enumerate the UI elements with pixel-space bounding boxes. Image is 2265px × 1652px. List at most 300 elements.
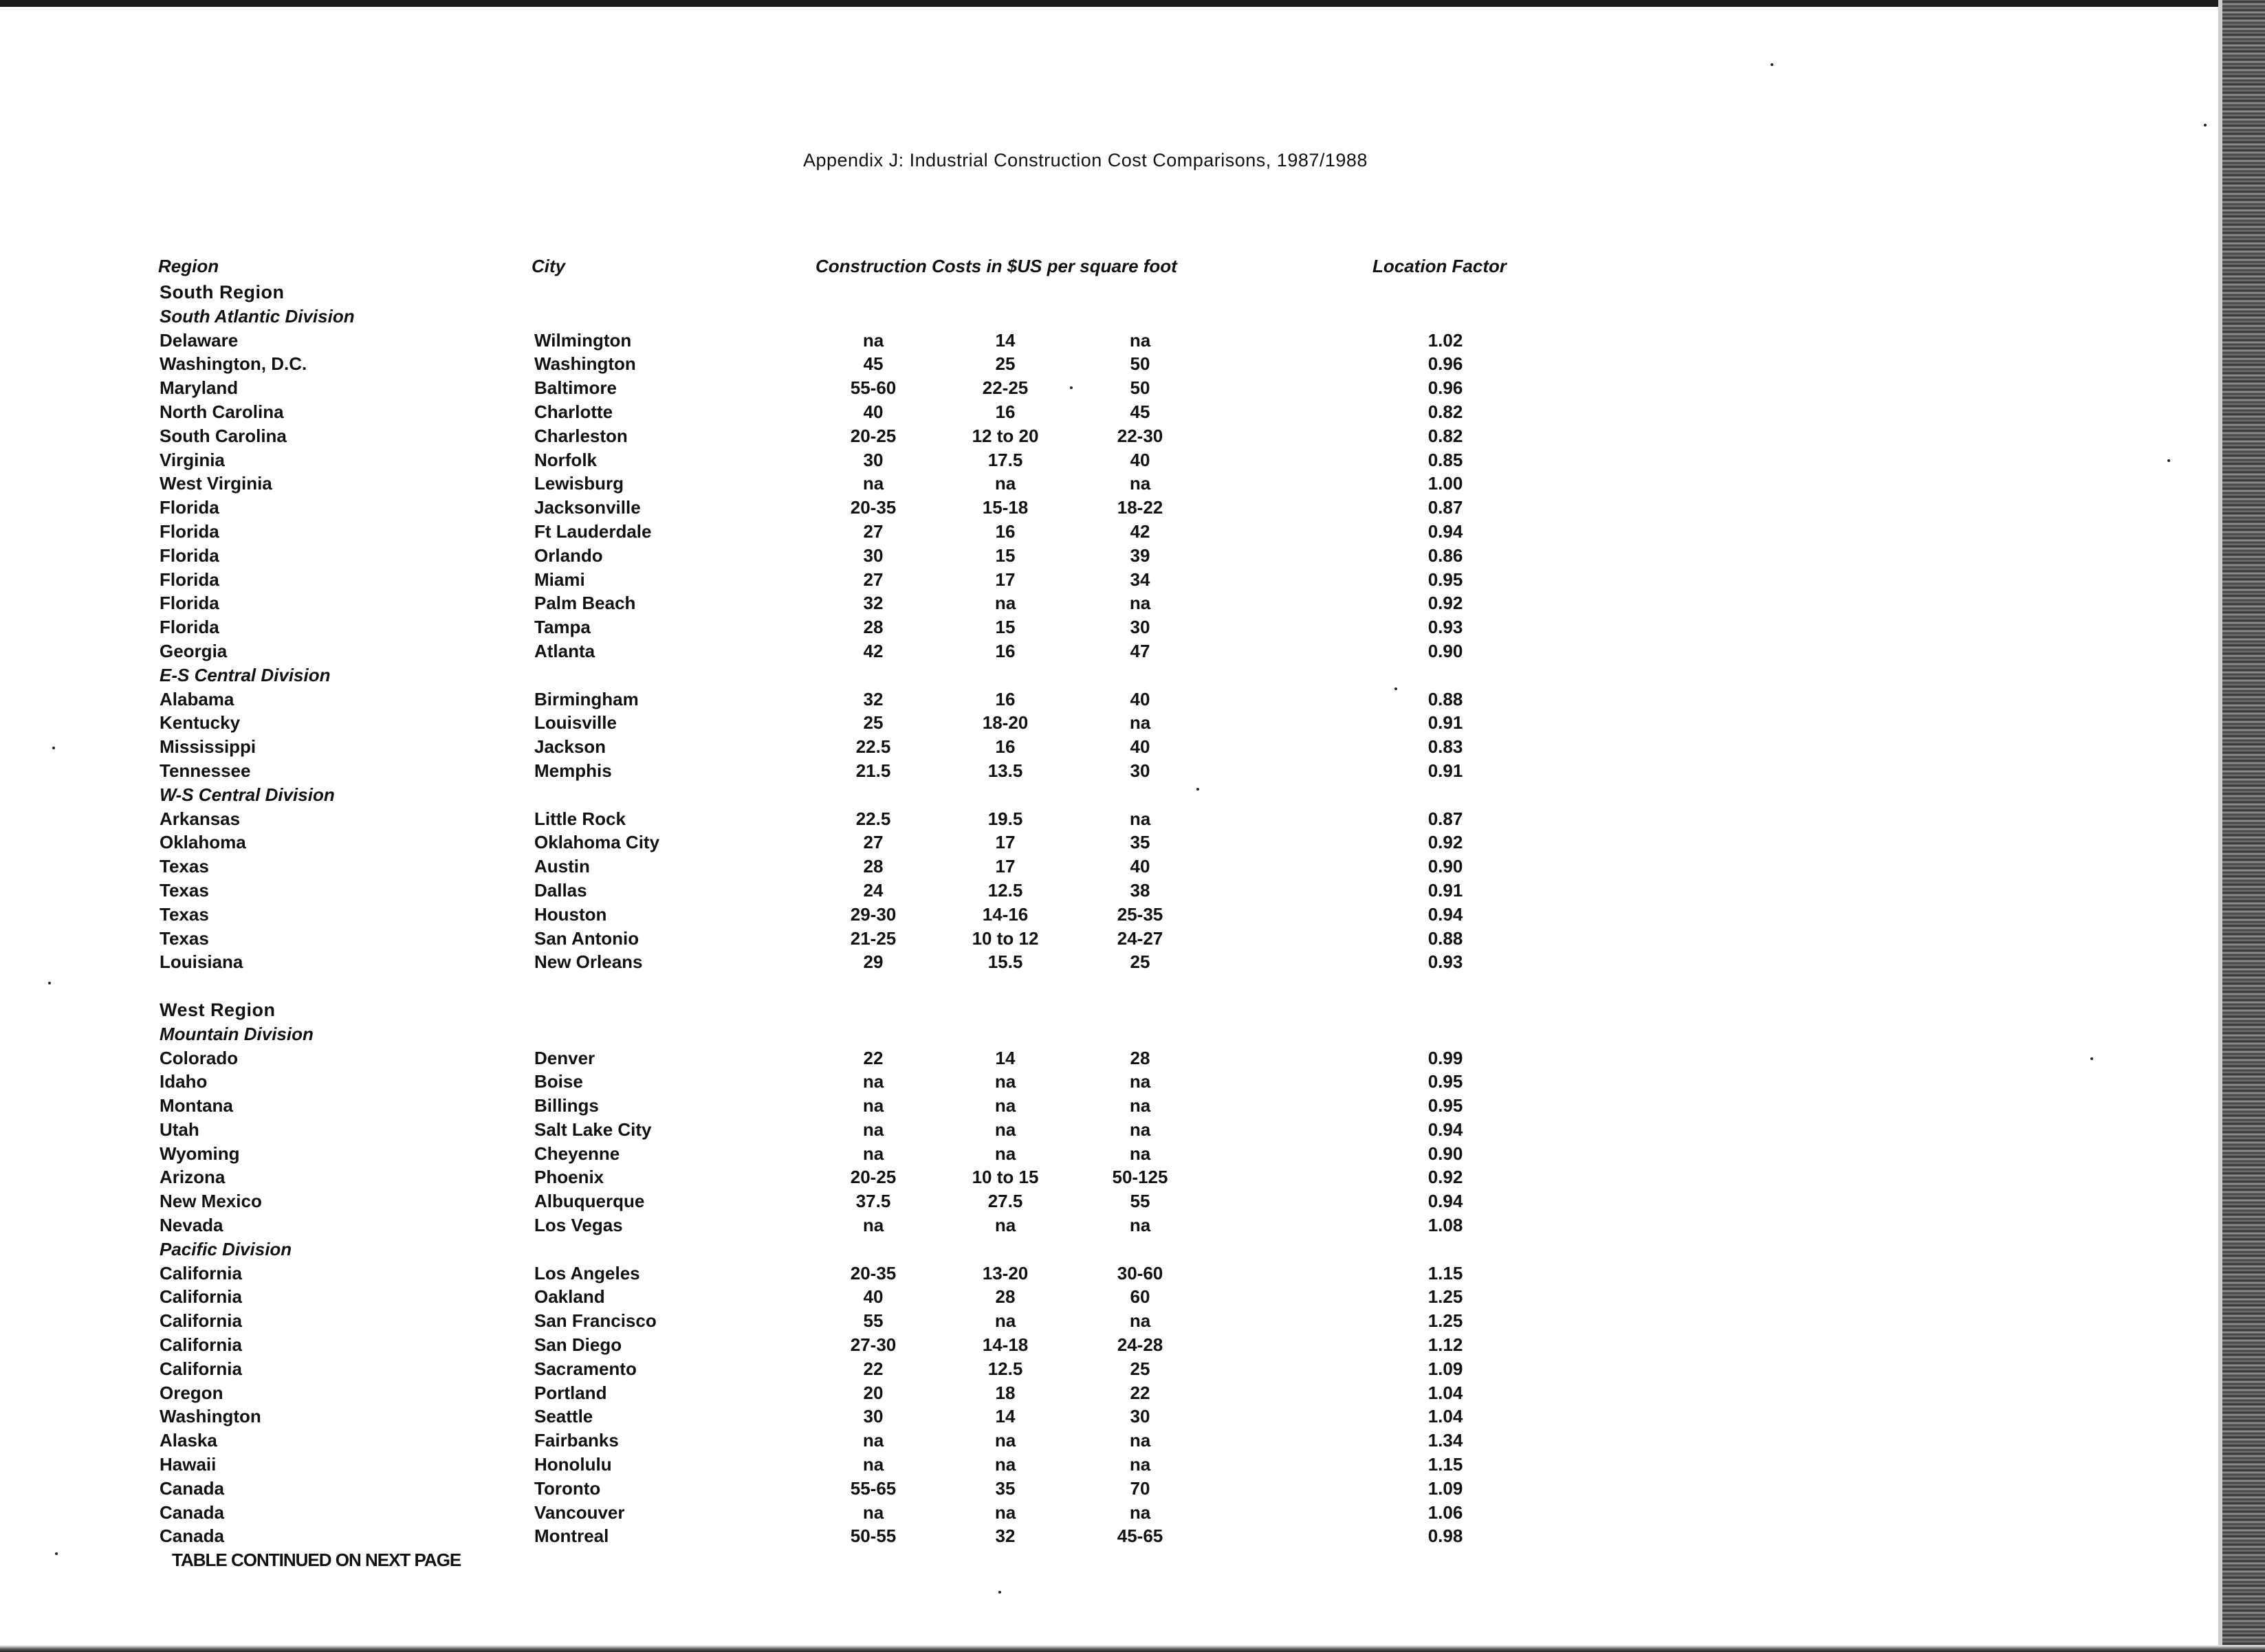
- city-cell: Phoenix: [534, 1167, 604, 1188]
- scan-border-bottom: [0, 1645, 2265, 1652]
- cost-value-2-cell: 14: [995, 1047, 1016, 1068]
- region-cell: Florida: [160, 497, 219, 518]
- cost-value-1-cell: 45: [863, 353, 884, 375]
- table-row: [0, 544, 2265, 568]
- location-factor-cell: 0.90: [1427, 856, 1463, 877]
- cost-value-2-cell: 10 to 12: [972, 927, 1039, 949]
- table-row: [0, 855, 2265, 879]
- cost-value-2-cell: 22-25: [982, 377, 1029, 399]
- cost-value-2-cell: 16: [995, 736, 1016, 758]
- location-factor-cell: 0.96: [1427, 377, 1463, 399]
- cost-value-1-cell: 55-65: [850, 1477, 897, 1499]
- cost-value-2-cell: 14: [995, 1406, 1016, 1427]
- region-cell: Canada: [160, 1501, 224, 1523]
- table-row: [0, 400, 2265, 424]
- division-heading-row: [0, 783, 2265, 807]
- scan-border-top: [0, 0, 2265, 7]
- location-factor-cell: 0.92: [1427, 1167, 1463, 1188]
- cost-value-2-cell: 13.5: [987, 760, 1023, 781]
- region-cell: Florida: [160, 544, 219, 566]
- region-cell: California: [160, 1334, 242, 1356]
- cost-value-3-cell: 42: [1130, 520, 1150, 542]
- cost-value-3-cell: 30: [1130, 617, 1150, 638]
- scan-speck: [1771, 63, 1773, 66]
- cost-value-2-cell: 12.5: [987, 1358, 1023, 1379]
- cost-value-3-cell: na: [1129, 712, 1151, 734]
- region-cell: Tennessee: [160, 760, 251, 781]
- cost-value-3-cell: na: [1129, 1454, 1151, 1475]
- region-cell: Washington: [160, 1406, 261, 1427]
- cost-value-1-cell: 20-25: [850, 1167, 897, 1188]
- region-cell: Kentucky: [160, 712, 241, 734]
- cost-value-3-cell: 40: [1130, 688, 1150, 709]
- cost-value-3-cell: 40: [1130, 449, 1150, 470]
- location-factor-cell: 0.87: [1427, 808, 1463, 829]
- cost-value-3-cell: 25-35: [1117, 903, 1163, 925]
- scan-speck: [55, 1552, 58, 1555]
- city-cell: Fairbanks: [534, 1430, 619, 1451]
- region-cell: Texas: [160, 927, 209, 949]
- table-row: [0, 1333, 2265, 1357]
- city-cell: Louisville: [534, 712, 617, 734]
- cost-value-3-cell: 30: [1130, 760, 1150, 781]
- cost-value-1-cell: 20-25: [850, 425, 897, 446]
- city-cell: Sacramento: [534, 1358, 637, 1379]
- city-cell: San Francisco: [534, 1310, 657, 1332]
- city-cell: San Antonio: [534, 927, 639, 949]
- region-cell: W-S Central Division: [160, 784, 335, 805]
- cost-value-3-cell: 24-27: [1117, 927, 1163, 949]
- location-factor-cell: 0.91: [1427, 879, 1463, 901]
- cost-value-1-cell: 22: [863, 1358, 884, 1379]
- region-cell: South Region: [160, 282, 285, 302]
- cost-value-1-cell: 40: [863, 401, 884, 422]
- city-cell: Los Vegas: [534, 1215, 623, 1236]
- region-cell: Wyoming: [160, 1143, 240, 1164]
- cost-value-1-cell: 30: [863, 449, 884, 470]
- cost-value-2-cell: 12 to 20: [972, 425, 1039, 446]
- cost-value-1-cell: 20: [863, 1382, 884, 1403]
- cost-value-1-cell: 32: [863, 593, 884, 614]
- table-row: [0, 759, 2265, 783]
- cost-value-3-cell: na: [1129, 1143, 1151, 1164]
- document-title: Appendix J: Industrial Construction Cost Comparisons, 1987/1988: [803, 150, 1368, 170]
- cost-value-3-cell: 34: [1130, 569, 1150, 590]
- region-cell: Alabama: [160, 688, 234, 709]
- table-row: [0, 687, 2265, 712]
- table-row: [0, 496, 2265, 520]
- cost-value-2-cell: 19.5: [987, 808, 1023, 829]
- city-cell: Houston: [534, 903, 607, 925]
- city-cell: Billings: [534, 1095, 599, 1116]
- city-cell: Palm Beach: [534, 593, 636, 614]
- cost-value-1-cell: 28: [863, 856, 884, 877]
- table-row: [0, 1381, 2265, 1405]
- scan-speck: [1196, 788, 1199, 791]
- region-cell: Mountain Division: [160, 1023, 314, 1044]
- location-factor-cell: 1.25: [1427, 1286, 1463, 1308]
- location-factor-cell: 1.12: [1427, 1334, 1463, 1356]
- table-row: [0, 352, 2265, 376]
- location-factor-cell: 0.90: [1427, 1143, 1463, 1164]
- city-cell: Tampa: [534, 617, 591, 638]
- city-cell: Austin: [534, 856, 590, 877]
- cost-value-1-cell: na: [862, 1071, 884, 1092]
- table-row: [0, 1118, 2265, 1142]
- scan-speck: [1070, 386, 1073, 389]
- cost-value-3-cell: 39: [1130, 544, 1150, 566]
- table-row: [0, 711, 2265, 735]
- cost-value-1-cell: na: [862, 1501, 884, 1523]
- table-spacer-row: [0, 974, 2265, 998]
- region-cell: North Carolina: [160, 401, 284, 422]
- table-row: [0, 1189, 2265, 1213]
- cost-value-3-cell: na: [1129, 1095, 1151, 1116]
- cost-value-2-cell: na: [994, 1143, 1016, 1164]
- cost-value-1-cell: na: [862, 1215, 884, 1236]
- region-cell: Canada: [160, 1477, 224, 1499]
- scan-speck: [52, 747, 55, 749]
- location-factor-cell: 1.02: [1427, 329, 1463, 351]
- city-cell: Cheyenne: [534, 1143, 620, 1164]
- division-heading-row: [0, 1237, 2265, 1262]
- cost-value-2-cell: 28: [995, 1286, 1016, 1308]
- city-cell: Lewisburg: [534, 473, 624, 494]
- cost-value-3-cell: 35: [1130, 832, 1150, 853]
- location-factor-cell: 0.94: [1427, 520, 1463, 542]
- cost-table-body: [0, 280, 2265, 1548]
- cost-value-1-cell: na: [862, 1454, 884, 1475]
- table-row: [0, 568, 2265, 592]
- table-row: [0, 903, 2265, 927]
- table-row: [0, 830, 2265, 855]
- cost-value-2-cell: 15-18: [982, 497, 1029, 518]
- city-cell: Ft Lauderdale: [534, 520, 652, 542]
- region-cell: California: [160, 1262, 242, 1284]
- table-row: [0, 1453, 2265, 1477]
- location-factor-cell: 0.92: [1427, 832, 1463, 853]
- location-factor-cell: 0.90: [1427, 640, 1463, 661]
- location-factor-cell: 0.93: [1427, 951, 1463, 973]
- cost-value-3-cell: na: [1129, 1215, 1151, 1236]
- region-cell: New Mexico: [160, 1191, 262, 1212]
- cost-value-3-cell: 70: [1130, 1477, 1150, 1499]
- cost-value-3-cell: 30: [1130, 1406, 1150, 1427]
- location-factor-cell: 0.94: [1427, 1119, 1463, 1140]
- cost-value-3-cell: na: [1129, 473, 1151, 494]
- cost-value-3-cell: 18-22: [1117, 497, 1163, 518]
- cost-value-3-cell: 47: [1130, 640, 1150, 661]
- cost-value-2-cell: 14: [995, 329, 1016, 351]
- city-cell: Oklahoma City: [534, 832, 660, 853]
- region-cell: Texas: [160, 903, 209, 925]
- city-cell: Albuquerque: [534, 1191, 645, 1212]
- table-row: [0, 591, 2265, 615]
- location-factor-cell: 1.08: [1427, 1215, 1463, 1236]
- region-cell: West Region: [160, 999, 276, 1020]
- cost-value-1-cell: 24: [863, 879, 884, 901]
- table-row: [0, 1477, 2265, 1501]
- location-factor-cell: 0.88: [1427, 927, 1463, 949]
- scan-speck: [2090, 1057, 2093, 1060]
- table-row: [0, 1142, 2265, 1166]
- cost-value-2-cell: na: [994, 1454, 1016, 1475]
- city-cell: Charlotte: [534, 401, 613, 422]
- division-heading-row: [0, 663, 2265, 687]
- location-factor-cell: 0.91: [1427, 712, 1463, 734]
- region-cell: South Carolina: [160, 425, 287, 446]
- table-row: [0, 1213, 2265, 1237]
- cost-value-1-cell: 21-25: [850, 927, 897, 949]
- city-cell: Boise: [534, 1071, 583, 1092]
- cost-value-3-cell: 38: [1130, 879, 1150, 901]
- cost-value-1-cell: 25: [863, 712, 884, 734]
- cost-value-3-cell: 30-60: [1117, 1262, 1163, 1284]
- region-cell: Florida: [160, 593, 219, 614]
- cost-value-1-cell: na: [862, 1430, 884, 1451]
- region-cell: Oregon: [160, 1382, 223, 1403]
- region-heading-row: [0, 998, 2265, 1022]
- cost-value-1-cell: 29-30: [850, 903, 897, 925]
- cost-value-3-cell: na: [1129, 593, 1151, 614]
- cost-value-2-cell: 27.5: [987, 1191, 1023, 1212]
- region-cell: Colorado: [160, 1047, 239, 1068]
- region-cell: Florida: [160, 569, 219, 590]
- location-factor-cell: 1.15: [1427, 1262, 1463, 1284]
- city-cell: Wilmington: [534, 329, 632, 351]
- region-cell: Arizona: [160, 1167, 226, 1188]
- city-cell: Oakland: [534, 1286, 605, 1308]
- cost-value-2-cell: 10 to 15: [972, 1167, 1039, 1188]
- location-factor-cell: 1.15: [1427, 1454, 1463, 1475]
- cost-value-3-cell: na: [1129, 1501, 1151, 1523]
- region-heading-row: [0, 280, 2265, 305]
- table-row: [0, 1046, 2265, 1070]
- table-row: [0, 1262, 2265, 1286]
- city-cell: New Orleans: [534, 951, 643, 973]
- location-factor-cell: 0.99: [1427, 1047, 1463, 1068]
- cost-value-3-cell: na: [1129, 1119, 1151, 1140]
- city-cell: Orlando: [534, 544, 603, 566]
- cost-value-1-cell: 32: [863, 688, 884, 709]
- city-cell: Jacksonville: [534, 497, 641, 518]
- cost-value-3-cell: 50-125: [1112, 1167, 1168, 1188]
- location-factor-cell: 0.85: [1427, 449, 1463, 470]
- region-cell: Florida: [160, 617, 219, 638]
- city-cell: Memphis: [534, 760, 612, 781]
- city-cell: San Diego: [534, 1334, 622, 1356]
- region-cell: California: [160, 1286, 242, 1308]
- cost-value-1-cell: 29: [863, 951, 884, 973]
- cost-value-1-cell: na: [862, 1143, 884, 1164]
- table-row: [0, 950, 2265, 974]
- scan-speck: [998, 1591, 1001, 1594]
- location-factor-cell: 0.94: [1427, 903, 1463, 925]
- region-cell: Pacific Division: [160, 1238, 292, 1259]
- city-cell: Denver: [534, 1047, 595, 1068]
- cost-value-1-cell: 55-60: [850, 377, 897, 399]
- table-row: [0, 1357, 2265, 1381]
- region-cell: California: [160, 1358, 242, 1379]
- cost-value-3-cell: na: [1129, 1071, 1151, 1092]
- header-region: Region: [158, 256, 219, 276]
- cost-value-2-cell: 13-20: [982, 1262, 1029, 1284]
- cost-value-1-cell: 50-55: [850, 1526, 897, 1547]
- cost-value-3-cell: 24-28: [1117, 1334, 1163, 1356]
- cost-value-3-cell: na: [1129, 329, 1151, 351]
- table-row: [0, 424, 2265, 448]
- table-row: [0, 927, 2265, 951]
- city-cell: Norfolk: [534, 449, 597, 470]
- cost-value-2-cell: 17.5: [987, 449, 1023, 470]
- cost-value-2-cell: 15: [995, 617, 1016, 638]
- cost-value-3-cell: 25: [1130, 951, 1150, 973]
- cost-value-2-cell: 12.5: [987, 879, 1023, 901]
- location-factor-cell: 1.09: [1427, 1477, 1463, 1499]
- city-cell: Salt Lake City: [534, 1119, 652, 1140]
- region-cell: Delaware: [160, 329, 239, 351]
- region-cell: Utah: [160, 1119, 199, 1140]
- cost-value-2-cell: 32: [995, 1526, 1016, 1547]
- table-row: [0, 448, 2265, 472]
- region-cell: Idaho: [160, 1071, 208, 1092]
- location-factor-cell: 0.86: [1427, 544, 1463, 566]
- table-row: [0, 1429, 2265, 1453]
- table-row: [0, 1165, 2265, 1189]
- cost-value-3-cell: 45: [1130, 401, 1150, 422]
- header-city: City: [532, 256, 566, 276]
- region-cell: Montana: [160, 1095, 233, 1116]
- city-cell: Birmingham: [534, 688, 639, 709]
- location-factor-cell: 0.91: [1427, 760, 1463, 781]
- cost-value-1-cell: 22.5: [855, 808, 891, 829]
- cost-value-2-cell: na: [994, 1501, 1016, 1523]
- cost-value-2-cell: 17: [995, 856, 1016, 877]
- table-row: [0, 615, 2265, 639]
- cost-value-1-cell: 22: [863, 1047, 884, 1068]
- region-cell: Arkansas: [160, 808, 241, 829]
- region-cell: E-S Central Division: [160, 664, 331, 685]
- cost-value-2-cell: 16: [995, 640, 1016, 661]
- cost-value-3-cell: 40: [1130, 736, 1150, 758]
- cost-value-1-cell: 21.5: [855, 760, 891, 781]
- region-cell: Hawaii: [160, 1454, 217, 1475]
- cost-value-1-cell: 27: [863, 520, 884, 542]
- location-factor-cell: 1.00: [1427, 473, 1463, 494]
- cost-value-2-cell: 16: [995, 688, 1016, 709]
- table-row: [0, 1405, 2265, 1429]
- region-cell: Mississippi: [160, 736, 256, 758]
- cost-value-2-cell: 15.5: [987, 951, 1023, 973]
- cost-value-1-cell: na: [862, 473, 884, 494]
- cost-value-2-cell: na: [994, 1119, 1016, 1140]
- city-cell: Miami: [534, 569, 585, 590]
- cost-value-1-cell: 30: [863, 1406, 884, 1427]
- cost-value-3-cell: 50: [1130, 377, 1150, 399]
- cost-value-2-cell: 16: [995, 401, 1016, 422]
- location-factor-cell: 0.96: [1427, 353, 1463, 375]
- region-cell: Oklahoma: [160, 832, 246, 853]
- header-location-factor: Location Factor: [1372, 256, 1507, 276]
- city-cell: Atlanta: [534, 640, 595, 661]
- city-cell: Charleston: [534, 425, 628, 446]
- location-factor-cell: 1.09: [1427, 1358, 1463, 1379]
- region-cell: West Virginia: [160, 473, 272, 494]
- cost-value-2-cell: 17: [995, 832, 1016, 853]
- cost-value-3-cell: 40: [1130, 856, 1150, 877]
- location-factor-cell: 1.04: [1427, 1406, 1463, 1427]
- location-factor-cell: 0.88: [1427, 688, 1463, 709]
- cost-value-1-cell: 27: [863, 569, 884, 590]
- table-row: [0, 520, 2265, 544]
- cost-value-2-cell: na: [994, 1430, 1016, 1451]
- location-factor-cell: 0.98: [1427, 1526, 1463, 1547]
- cost-value-2-cell: 18-20: [982, 712, 1029, 734]
- location-factor-cell: 1.34: [1427, 1430, 1463, 1451]
- location-factor-cell: 0.92: [1427, 593, 1463, 614]
- cost-value-3-cell: 25: [1130, 1358, 1150, 1379]
- cost-value-2-cell: na: [994, 1071, 1016, 1092]
- table-row: [0, 376, 2265, 400]
- scan-speck: [2204, 124, 2207, 126]
- city-cell: Baltimore: [534, 377, 617, 399]
- city-cell: Los Angeles: [534, 1262, 640, 1284]
- cost-value-3-cell: na: [1129, 1310, 1151, 1332]
- city-cell: Dallas: [534, 879, 587, 901]
- city-cell: Portland: [534, 1382, 607, 1403]
- cost-value-3-cell: 28: [1130, 1047, 1150, 1068]
- cost-value-1-cell: na: [862, 1095, 884, 1116]
- table-row: [0, 735, 2265, 759]
- cost-value-2-cell: 18: [995, 1382, 1016, 1403]
- table-row: [0, 807, 2265, 831]
- cost-value-3-cell: 55: [1130, 1191, 1150, 1212]
- table-row: [0, 329, 2265, 353]
- region-cell: Florida: [160, 520, 219, 542]
- location-factor-cell: 1.06: [1427, 1501, 1463, 1523]
- cost-value-2-cell: 14-18: [982, 1334, 1029, 1356]
- cost-value-2-cell: na: [994, 1095, 1016, 1116]
- region-cell: Maryland: [160, 377, 239, 399]
- cost-value-1-cell: na: [862, 329, 884, 351]
- location-factor-cell: 0.87: [1427, 497, 1463, 518]
- city-cell: Washington: [534, 353, 636, 375]
- table-row: [0, 879, 2265, 903]
- cost-value-3-cell: 22-30: [1117, 425, 1163, 446]
- cost-value-2-cell: 25: [995, 353, 1016, 375]
- region-cell: Louisiana: [160, 951, 243, 973]
- table-row: [0, 1309, 2265, 1333]
- cost-value-3-cell: na: [1129, 808, 1151, 829]
- cost-value-1-cell: 30: [863, 544, 884, 566]
- table-row: [0, 1285, 2265, 1309]
- division-heading-row: [0, 1022, 2265, 1046]
- scan-speck: [2167, 459, 2170, 462]
- cost-value-1-cell: 20-35: [850, 497, 897, 518]
- table-continued-note: TABLE CONTINUED ON NEXT PAGE: [172, 1550, 461, 1571]
- cost-value-2-cell: 15: [995, 544, 1016, 566]
- cost-value-1-cell: 27-30: [850, 1334, 897, 1356]
- location-factor-cell: 0.82: [1427, 425, 1463, 446]
- cost-value-3-cell: 60: [1130, 1286, 1150, 1308]
- city-cell: Toronto: [534, 1477, 601, 1499]
- region-cell: Washington, D.C.: [160, 353, 307, 375]
- table-row: [0, 1070, 2265, 1094]
- cost-value-1-cell: 27: [863, 832, 884, 853]
- cost-value-2-cell: na: [994, 1215, 1016, 1236]
- city-cell: Montreal: [534, 1526, 609, 1547]
- city-cell: Seattle: [534, 1406, 593, 1427]
